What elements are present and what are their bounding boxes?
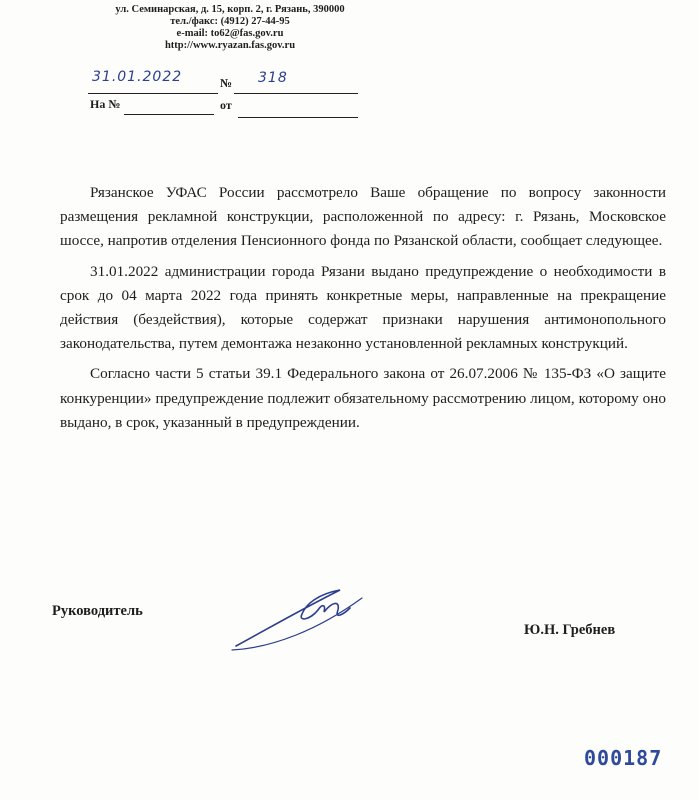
from-underline bbox=[238, 117, 358, 118]
handwritten-signature bbox=[222, 580, 372, 660]
email-line: e-mail: to62@fas.gov.ru bbox=[176, 28, 284, 39]
reply-underline bbox=[124, 114, 214, 115]
paragraph-1: Рязанское УФАС России рассмотрело Ваше обращение по вопросу законности размещения рекламной конструкции, расположенной по адресу: г. Рязань, Московское шоссе, напротив отделения Пенсионного фонда по Рязанской области, сообщает следующее. bbox=[60, 184, 666, 250]
signer-name: Ю.Н. Гребнев bbox=[524, 622, 616, 638]
handwritten-date: 31.01.2022 bbox=[92, 69, 183, 85]
signer-position: Руководитель bbox=[52, 603, 143, 619]
phone-line: тел./факс: (4912) 27-44-95 bbox=[170, 16, 290, 27]
address-line: ул. Семинарская, д. 15, корп. 2, г. Рязань, 390000 bbox=[115, 4, 345, 15]
address-block bbox=[0, 4, 460, 52]
letter-body bbox=[60, 181, 666, 441]
paragraph-3: Согласно части 5 статьи 39.1 Федерального закона от 26.07.2006 № 135-ФЗ «О защите конкуренции» предупреждение подлежит обязательному рассмотрению лицом, которому оно выдано, в срок, указанный в предупреждении. bbox=[60, 365, 666, 431]
paragraph-2: 31.01.2022 администрации города Рязани выдано предупреждение о необходимости в срок до 04 марта 2022 года принять конкретные меры, направленные на прекращение действия (бездействия), которые содержат признаки нарушения антимонопольного законодательства, путем демонтажа незаконно установленной рекламных конструкций. bbox=[60, 262, 666, 353]
from-label: от bbox=[220, 98, 232, 112]
handwritten-number: 318 bbox=[258, 70, 288, 86]
number-underline bbox=[234, 93, 358, 94]
serial-number-stamp: 000187 bbox=[584, 746, 663, 770]
number-label: № bbox=[220, 76, 233, 90]
reply-label: На № bbox=[90, 97, 121, 111]
date-underline bbox=[88, 93, 218, 94]
website-line: http://www.ryazan.fas.gov.ru bbox=[164, 40, 296, 51]
